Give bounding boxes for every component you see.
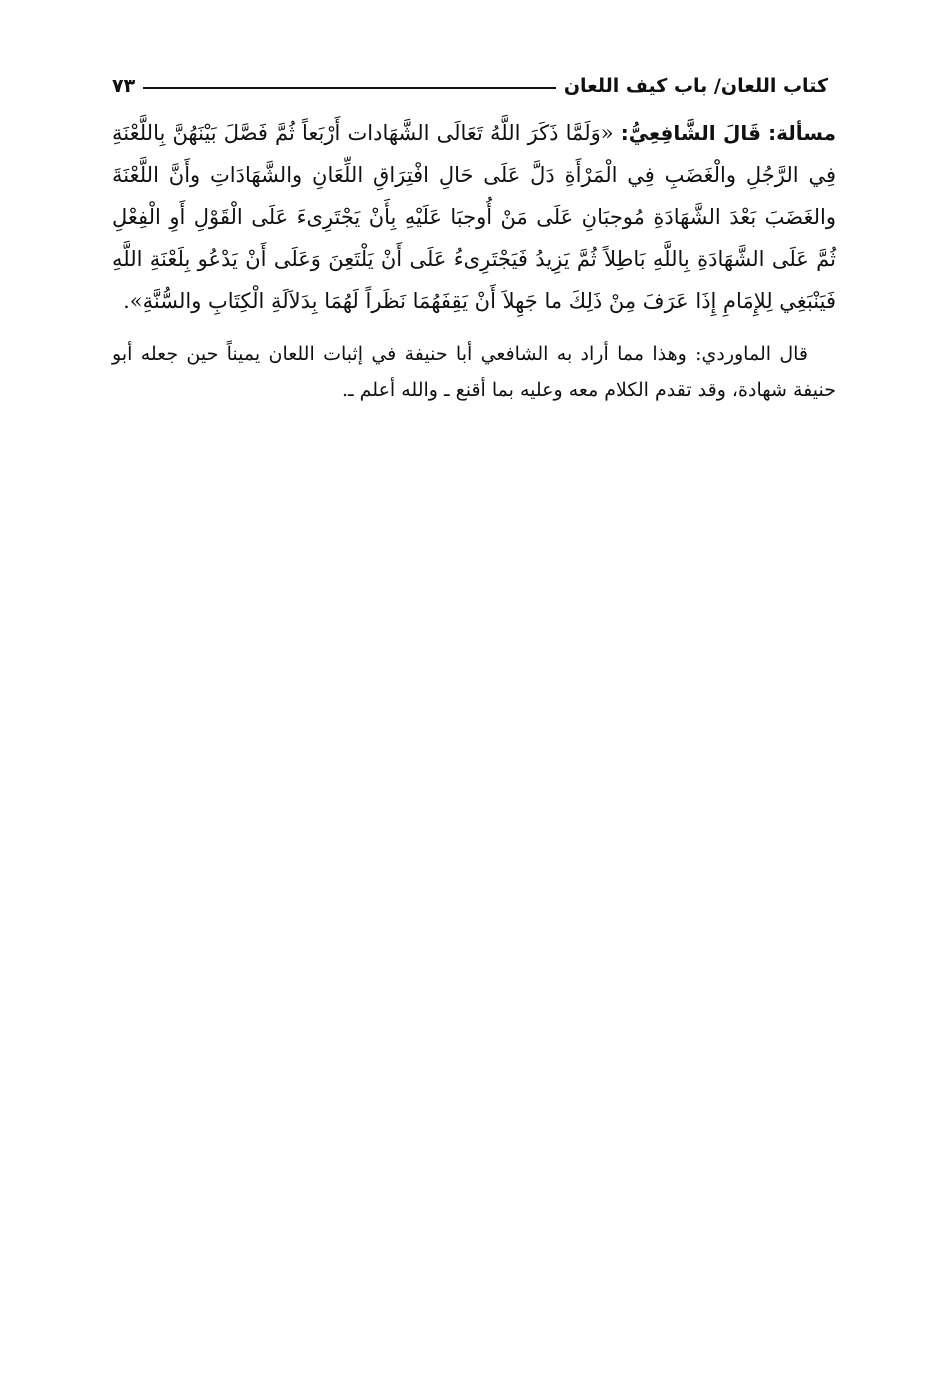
shafii-quote: «وَلَمَّا ذَكَرَ اللَّهُ تَعَالَى الشَّهَادات أَرْبَعاً ثُمَّ فَصَّلَ بَيْنَهُنَّ بِاللَّعْنَةِ فِي الرَّجُلِ والْغَضَبِ فِي الْمَرْأَةِ دَلَّ عَلَى حَالِ افْتِرَاقِ اللِّعَانِ والشَّهَادَاتِ وأَنَّ اللَّعْنَةَ والغَضَبَ بَعْدَ الشَّهَادَةِ مُوجبَانِ عَلَى مَنْ أُوجبَا عَلَيْهِ بِأَنْ يَجْتَرِىءَ عَلَى الْقَوْلِ أَوِ الْفِعْلِ ثُمَّ عَلَى الشَّهَادَةِ بِاللَّهِ بَاطِلاً ثُمَّ يَزِيدُ فَيَجْتَرِىءُ عَلَى أَنْ يَلْتَعِنَ وَعَلَى أَنْ يَدْعُو بِلَعْنَةِ اللَّهِ فَيَنْبَغِي لِلإِمَامِ إِذَا عَرَفَ مِنْ ذَلِكَ ما جَهِلاَ أَنْ يَقِفَهُمَا نَظَراً لَهُمَا بِدَلاَلَةِ الْكِتَابِ والسُّنَّةِ». bbox=[112, 121, 836, 313]
speaker-label: قَالَ الشَّافِعِيُّ: bbox=[620, 121, 761, 145]
header-rule bbox=[143, 87, 556, 89]
body-text bbox=[112, 112, 836, 408]
masala-label: مسألة: bbox=[768, 121, 836, 145]
masala-paragraph bbox=[112, 112, 836, 322]
page-number: ٧٣ bbox=[112, 75, 136, 97]
chapter-title: كتاب اللعان/ باب كيف اللعان bbox=[563, 75, 828, 97]
running-header bbox=[112, 68, 828, 104]
commentary-paragraph: قال الماوردي: وهذا مما أراد به الشافعي أبا حنيفة في إثبات اللعان يميناً حين جعله أبو حنيفة شهادة، وقد تقدم الكلام معه وعليه بما أقنع ـ والله أعلم ـ. bbox=[112, 343, 836, 401]
